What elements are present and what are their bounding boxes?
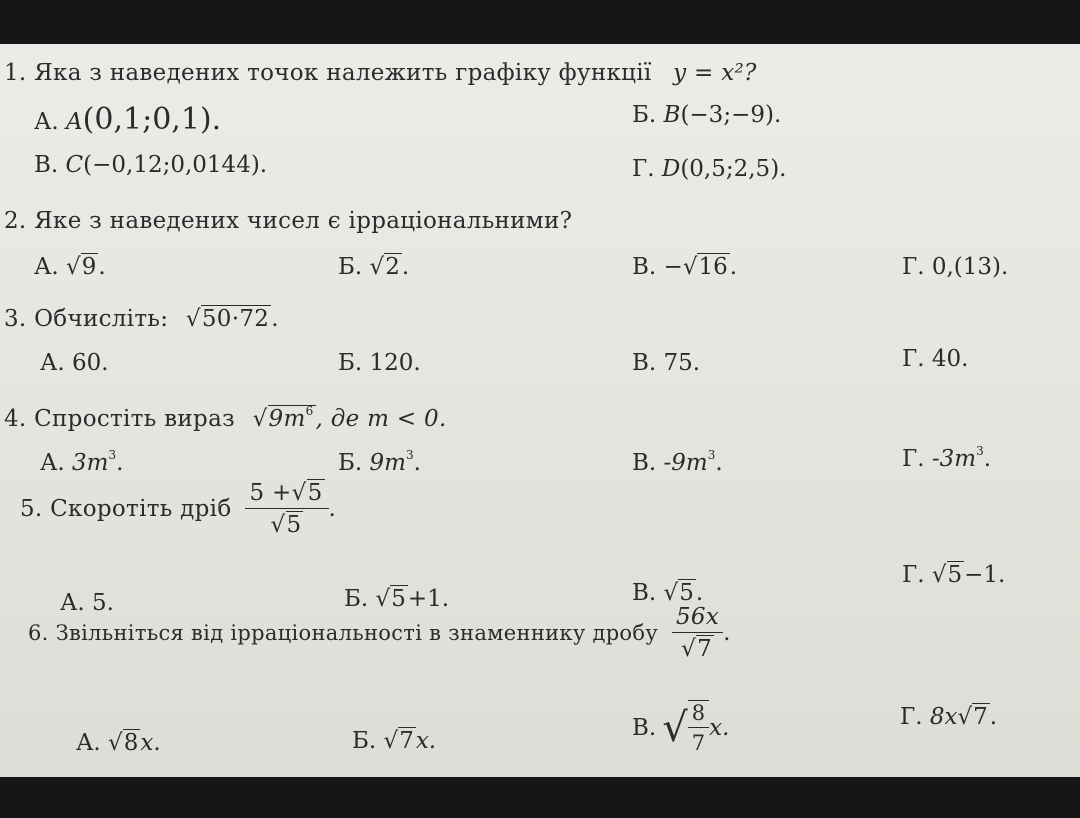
point-coords: (0,1;0,1). [82,102,222,137]
option-value: -9m [663,450,708,476]
question-1-text: 1. Яка з наведених точок належить графіку функції [4,60,652,86]
question-6-text: 6. Звільніться від ірраціональності в знаменнику дробу [28,621,658,645]
condition: , де m < 0. [315,406,447,432]
option-tail: . [401,254,410,280]
radicand [268,405,316,432]
sqrt-expression: √7 [681,636,712,662]
radicand: 7 [697,636,712,662]
point-coords: (0,5;2,5). [680,156,787,182]
option-letter: Б. [338,450,363,476]
fraction-denominator [271,509,304,538]
q2-option-b [338,254,409,280]
exponent: 3 [976,444,984,458]
question-3 [4,306,279,332]
option-letter: Б. [344,586,369,612]
worksheet [0,44,1080,777]
point-name: A [66,109,83,135]
q3-option-a: А. 60. [40,350,109,376]
option-tail: +1. [407,586,450,612]
q5-option-c [632,580,703,606]
question-6 [28,604,731,662]
q2-option-d [902,254,1008,280]
option-letter: А. [76,730,101,756]
sqrt-expression: √5 [270,512,302,538]
radicand: 9 [81,254,97,280]
option-letter: В. [34,152,59,178]
q2-option-c [632,254,737,280]
option-tail: . [695,580,704,606]
q4-option-a [40,448,123,476]
question-5 [20,480,336,538]
option-tail: . [983,446,992,472]
sqrt-expression: √50·72 [185,306,270,332]
sqrt-expression: √8 [108,730,139,756]
radicand: 5 [307,480,323,506]
option-tail: x. [709,714,730,741]
sqrt-expression: √5 [291,480,323,506]
radicand: 5 [679,580,694,606]
question-2-text: 2. Яке з наведених чисел є ірраціональними? [4,208,573,234]
sqrt-expression: √5 [663,580,694,606]
q4-option-d [902,444,991,472]
sqrt-expression: √7 [957,704,988,730]
point-name: C [65,152,84,178]
question-tail: . [723,620,731,646]
option-letter: Б. [338,254,363,280]
radicand-base: 9m [268,406,306,432]
q5-option-a: А. 5. [60,590,114,616]
question-3-text: 3. Обчисліть: [4,306,169,332]
exponent: 3 [707,448,716,462]
option-tail: . [729,254,738,280]
q3-option-c: В. 75. [632,350,701,376]
sqrt-expression: √5 [931,562,963,588]
radicand: 2 [385,254,400,280]
option-letter: Г. [902,562,925,588]
q3-option-d: Г. 40. [902,346,969,372]
option-letter: Г. [902,254,925,280]
question-1 [4,60,757,86]
option-letter: А. [40,450,65,476]
option-letter: Г. [902,446,925,472]
q2-option-a [34,254,106,280]
q4-option-c [632,448,723,476]
option-tail: x. [415,728,437,754]
q3-option-b: Б. 120. [338,350,421,376]
option-letter: Б. [352,728,377,754]
option-sign: − [663,254,683,280]
fraction-denominator: 7 [691,731,706,755]
sqrt-symbol: √ [662,704,688,751]
fraction [688,700,709,755]
question-4-text: 4. Спростіть вираз [4,406,235,432]
radicand: 5 [947,562,963,588]
q1-option-a [34,102,221,137]
sqrt-expression: √2 [369,254,400,280]
option-letter: В. [632,254,657,280]
radicand: 8 [123,730,139,756]
option-letter: А. [34,254,59,280]
exponent: 6 [305,404,314,418]
q1-option-c [34,152,267,178]
radicand: 50·72 [201,306,270,332]
q4-option-b [338,448,421,476]
fraction [245,480,328,538]
option-tail: . [116,450,124,476]
option-tail: . [413,450,421,476]
radicand: 5 [286,512,302,538]
fraction [672,604,723,662]
option-value: 3m [72,450,109,476]
sqrt-expression: √7 [383,728,414,754]
option-tail: . [989,704,998,730]
option-letter: Г. [900,704,923,730]
sqrt-expression: √5 [375,586,406,612]
q6-option-b [352,728,436,754]
radicand: 16 [698,254,728,280]
exponent: 3 [108,448,117,462]
q6-option-d [900,704,997,730]
option-letter: В. [632,580,657,606]
fraction-numerator: 8 [688,701,709,728]
point-coords: (−3;−9). [680,102,782,128]
numerator-prefix: 5 + [249,480,292,506]
option-letter: Г. [632,156,655,182]
fraction-numerator [245,480,328,509]
option-tail: . [715,450,723,476]
question-tail: . [271,306,279,332]
option-value: -3m [931,446,977,472]
question-4 [4,404,447,432]
option-tail: x. [140,730,161,756]
q6-option-a [76,730,161,756]
point-name: D [661,156,681,182]
q1-option-d [632,156,786,182]
sqrt-expression: $√9m^6$ [252,404,314,432]
exponent: 3 [405,448,414,462]
option-value: 9m [369,450,406,476]
sqrt-expression: √9 [66,254,97,280]
question-tail: . [328,496,337,522]
fraction-denominator [681,633,714,662]
option-letter: В. [632,450,657,476]
point-name: B [663,102,681,128]
sqrt-expression: √16 [682,254,728,280]
question-1-function: y = x²? [673,60,757,86]
point-coords: (−0,12;0,0144). [83,152,268,178]
option-letter: А. [34,109,59,135]
radicand: 7 [973,704,988,730]
option-prefix: 8x [929,704,958,730]
q6-option-c [632,700,729,755]
option-letter: В. [632,714,657,741]
radicand: 5 [391,586,406,612]
option-tail: . [98,254,106,280]
option-value: 0,(13). [931,254,1009,280]
fraction-numerator: 56x [672,604,723,633]
q1-option-b [632,102,781,128]
question-5-text: 5. Скоротіть дріб [20,496,232,522]
q5-option-d [902,562,1005,588]
option-tail: −1. [964,562,1006,588]
radicand: 7 [399,728,414,754]
option-letter: Б. [632,102,657,128]
